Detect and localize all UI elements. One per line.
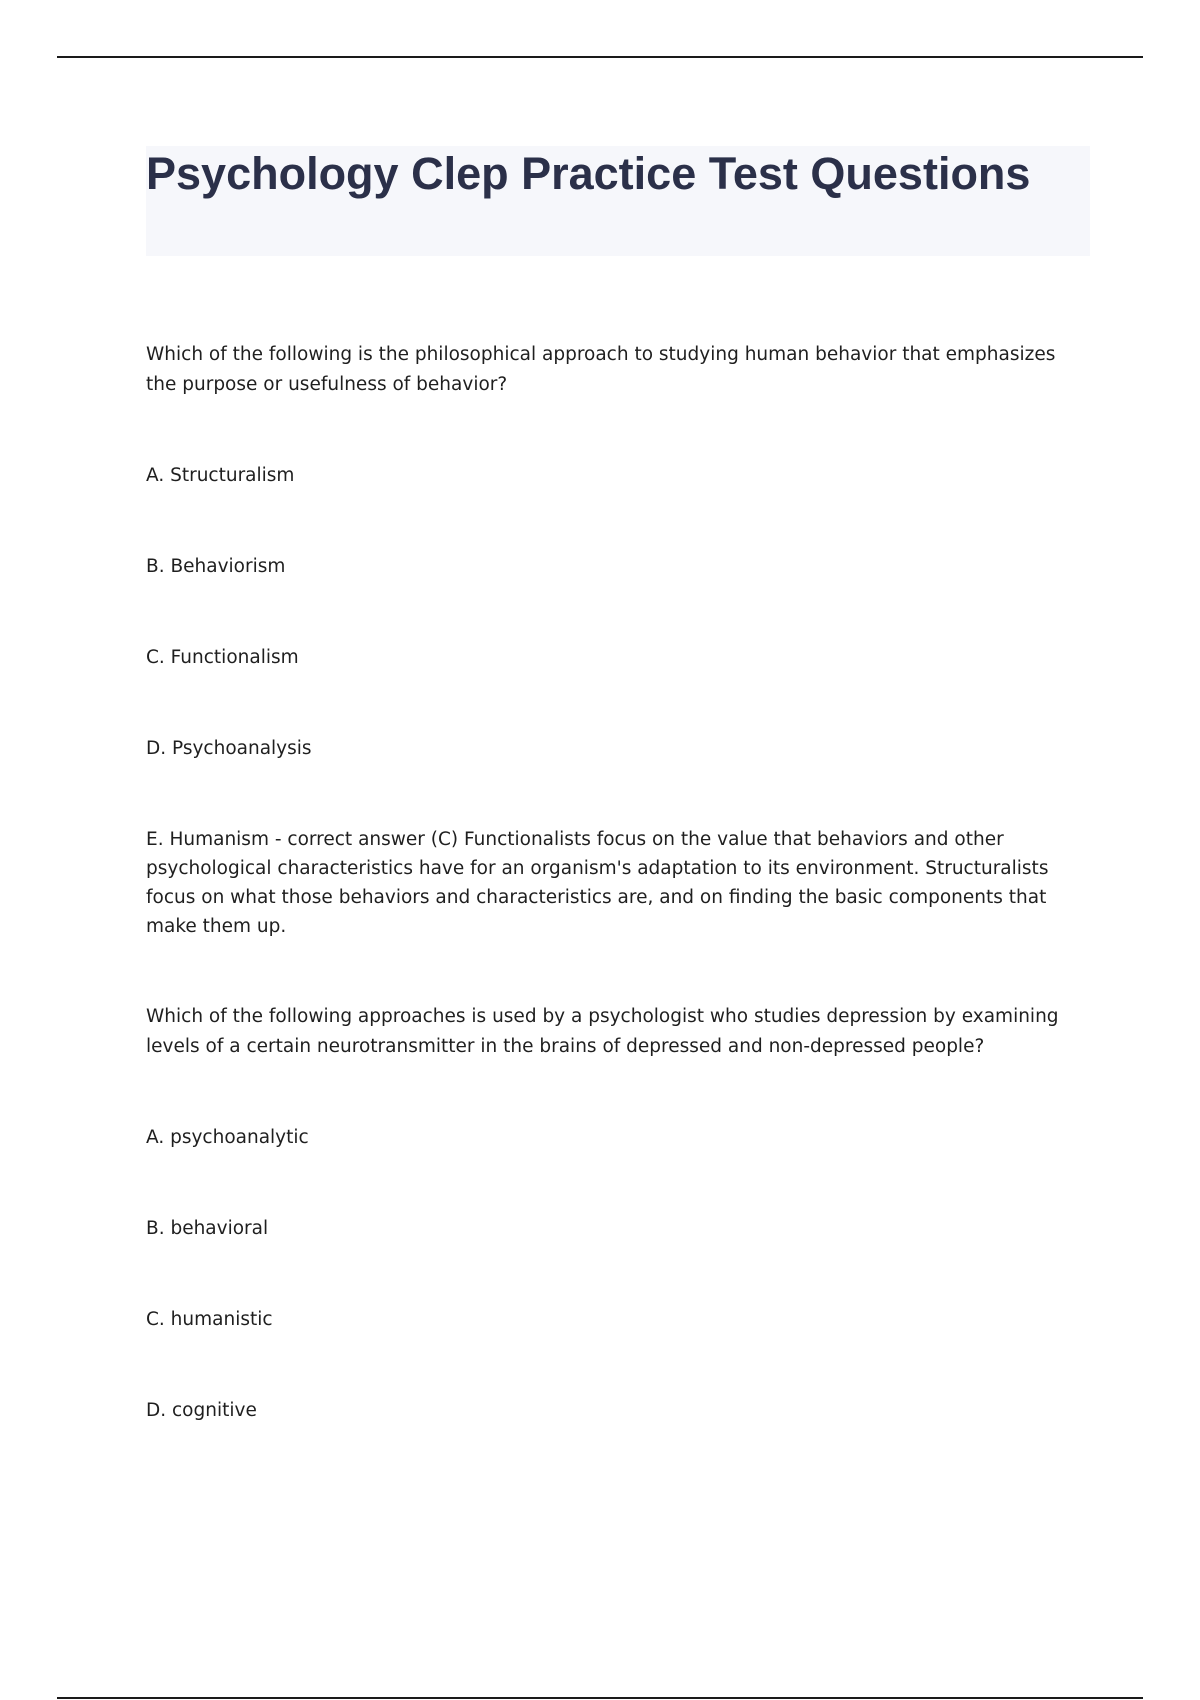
question-2-option-c: C. humanistic [146, 1309, 273, 1330]
question-1-option-c: C. Functionalism [146, 647, 299, 668]
page-title: Psychology Clep Practice Test Questions [146, 148, 1031, 199]
question-1-option-a: A. Structuralism [146, 465, 295, 486]
question-1-option-d: D. Psychoanalysis [146, 738, 312, 759]
question-1-option-e-answer: E. Humanism - correct answer (C) Functionalists focus on the value that behaviors and other psychological characteristics have for an organism's adaptation to its environment. Structuralists focus on what those behaviors and characteristics are, and on finding the basic components that make them up. [146, 829, 1049, 937]
question-2-option-a: A. psychoanalytic [146, 1127, 309, 1148]
question-1-prompt: Which of the following is the philosophical approach to studying human behavior that emphasizes the purpose or usefulness of behavior? [146, 344, 1056, 395]
document-body [146, 340, 1090, 1426]
bottom-rule [57, 1697, 1143, 1699]
question-1-answer-block [146, 825, 1090, 941]
question-2-option-d: D. cognitive [146, 1400, 257, 1421]
title-banner [146, 146, 1090, 256]
question-1-option-b: B. Behaviorism [146, 556, 286, 577]
question-2-option-b: B. behavioral [146, 1218, 269, 1239]
top-rule [57, 56, 1143, 58]
question-2-prompt: Which of the following approaches is used by a psychologist who studies depression by examining levels of a certain neurotransmitter in the brains of depressed and non-depressed people? [146, 1006, 1059, 1057]
